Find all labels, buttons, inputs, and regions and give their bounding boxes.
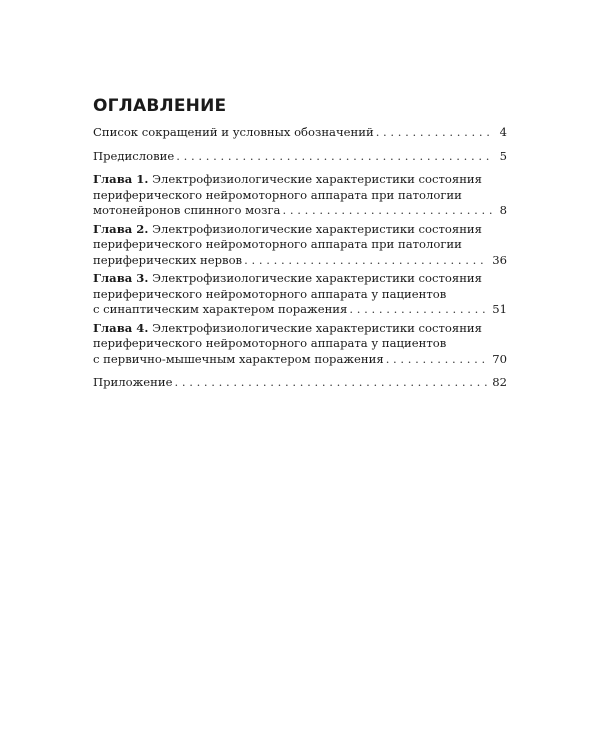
toc-page-number: 8 bbox=[499, 203, 507, 217]
toc-entry-line bbox=[93, 271, 507, 287]
chapter-label: Глава 4. bbox=[93, 320, 149, 335]
toc-entry-line: периферического нейромоторного аппарата при патологии bbox=[93, 187, 462, 202]
toc-entry-line bbox=[93, 149, 507, 165]
toc-entry-title-part: Электрофизиологические характеристики состояния bbox=[148, 221, 482, 236]
toc-leader-dots bbox=[176, 149, 493, 165]
toc-leader-dots bbox=[376, 125, 493, 141]
chapter-label: Глава 3. bbox=[93, 271, 149, 285]
toc-entry-line bbox=[93, 172, 507, 188]
toc-entry-line bbox=[93, 125, 507, 141]
toc-page-number: 36 bbox=[492, 252, 507, 267]
toc-page-number: 51 bbox=[492, 302, 507, 316]
toc-entry-preface[interactable] bbox=[93, 149, 507, 165]
toc-entry-chapter-3[interactable] bbox=[93, 271, 507, 318]
toc-title: ОГЛАВЛЕНИЕ bbox=[93, 96, 227, 116]
toc-entry-chapter-1[interactable] bbox=[93, 172, 507, 219]
toc-leader-dots bbox=[244, 253, 488, 269]
toc-entry-title: Предисловие bbox=[93, 148, 175, 163]
table-of-contents bbox=[93, 95, 507, 391]
toc-leader-dots bbox=[282, 203, 493, 219]
toc-entry-line: периферического нейромоторного аппарата у пациентов bbox=[93, 336, 447, 350]
toc-entry-title-part: Электрофизиологические характеристики состояния bbox=[148, 172, 482, 186]
toc-leader-dots bbox=[349, 302, 488, 318]
toc-entry-title-part: мотонейронов спинного мозга bbox=[93, 203, 281, 217]
toc-entry-line bbox=[93, 375, 507, 391]
toc-entry-title-part: с синаптическим характером поражения bbox=[93, 302, 348, 316]
toc-entry-title: Приложение bbox=[93, 375, 173, 389]
toc-entry-abbreviations[interactable] bbox=[93, 125, 507, 141]
toc-entry-title-part: Электрофизиологические характеристики состояния bbox=[148, 271, 482, 285]
toc-entry-line: периферического нейромоторного аппарата при патологии bbox=[93, 237, 462, 251]
chapter-label: Глава 1. bbox=[93, 172, 149, 186]
toc-page-number: 82 bbox=[492, 375, 507, 389]
toc-entry-line: периферического нейромоторного аппарата у пациентов bbox=[93, 286, 447, 301]
toc-page-number: 70 bbox=[492, 351, 507, 366]
toc-entry-appendix[interactable] bbox=[93, 375, 507, 391]
toc-entry-line bbox=[93, 222, 507, 238]
toc-page-number: 4 bbox=[499, 125, 507, 139]
toc-leader-dots bbox=[386, 352, 489, 368]
toc-entry-title: Список сокращений и условных обозначений bbox=[93, 125, 374, 139]
toc-entry-line bbox=[93, 253, 507, 269]
toc-entry-chapter-4[interactable] bbox=[93, 321, 507, 368]
toc-entry-line bbox=[93, 203, 507, 219]
toc-entry-title-part: с первично-мышечным характером поражения bbox=[93, 351, 384, 366]
chapter-label: Глава 2. bbox=[93, 221, 149, 236]
toc-entry-line bbox=[93, 352, 507, 368]
toc-entry-line bbox=[93, 302, 507, 318]
toc-entry-title-part: Электрофизиологические характеристики состояния bbox=[148, 320, 482, 335]
toc-entry-line bbox=[93, 321, 507, 337]
toc-entry-chapter-2[interactable] bbox=[93, 222, 507, 269]
toc-page-number: 5 bbox=[499, 148, 507, 163]
toc-entry-title-part: периферических нервов bbox=[93, 252, 243, 267]
toc-leader-dots bbox=[174, 375, 488, 391]
